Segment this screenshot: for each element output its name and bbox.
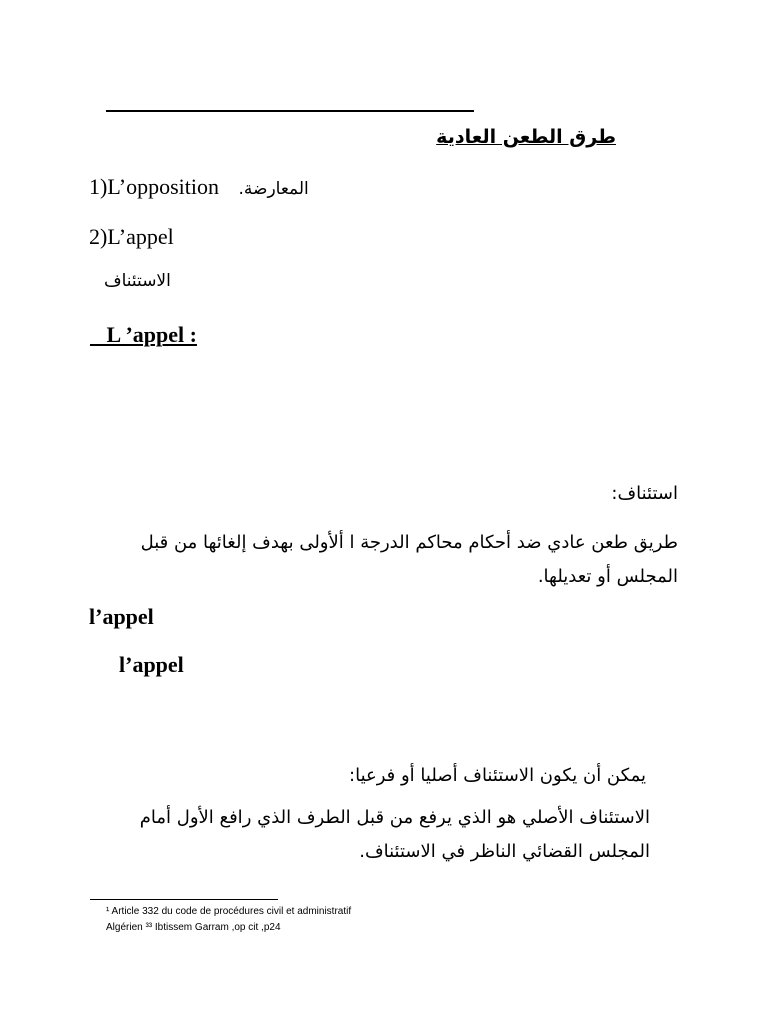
appel-heading: [90, 322, 197, 348]
appel-line: l’appel: [89, 604, 154, 629]
list-item-french: 1)L’opposition: [89, 174, 219, 199]
section-title: طرق الطعن العادية: [436, 126, 616, 148]
list-item-opposition: [89, 174, 309, 200]
top-divider: [106, 110, 474, 112]
list-item-arabic: الاستئناف: [104, 271, 171, 291]
list-item-french: 2)L’appel: [89, 224, 174, 249]
footnote-divider: [90, 899, 278, 900]
types-text: الاستئناف الأصلي هو الذي يرفع من قبل الطرف الذي رافع الأول أمام المجلس القضائي الناظر في الاستئناف.: [139, 807, 650, 862]
footnote: ¹ Article 332 du code de procédures civil et administratif: [106, 906, 352, 917]
footnote: Algérien ³³ Ibtissem Garram ,op cit ,p24: [106, 922, 281, 933]
appel-heading-text: L ’appel :: [106, 322, 197, 347]
appel-line: l’appel: [119, 652, 184, 677]
list-item-appel: [89, 224, 174, 250]
definition-text: طريق طعن عادي ضد أحكام محاكم الدرجة ا ألأولى بهدف إلغائها من قبل المجلس أو تعديلها.: [140, 532, 678, 587]
types-label: يمكن أن يكون الاستئناف أصليا أو فرعيا:: [349, 765, 646, 786]
list-item-arabic: المعارضة.: [238, 179, 309, 199]
definition-label: استئناف:: [611, 483, 678, 504]
